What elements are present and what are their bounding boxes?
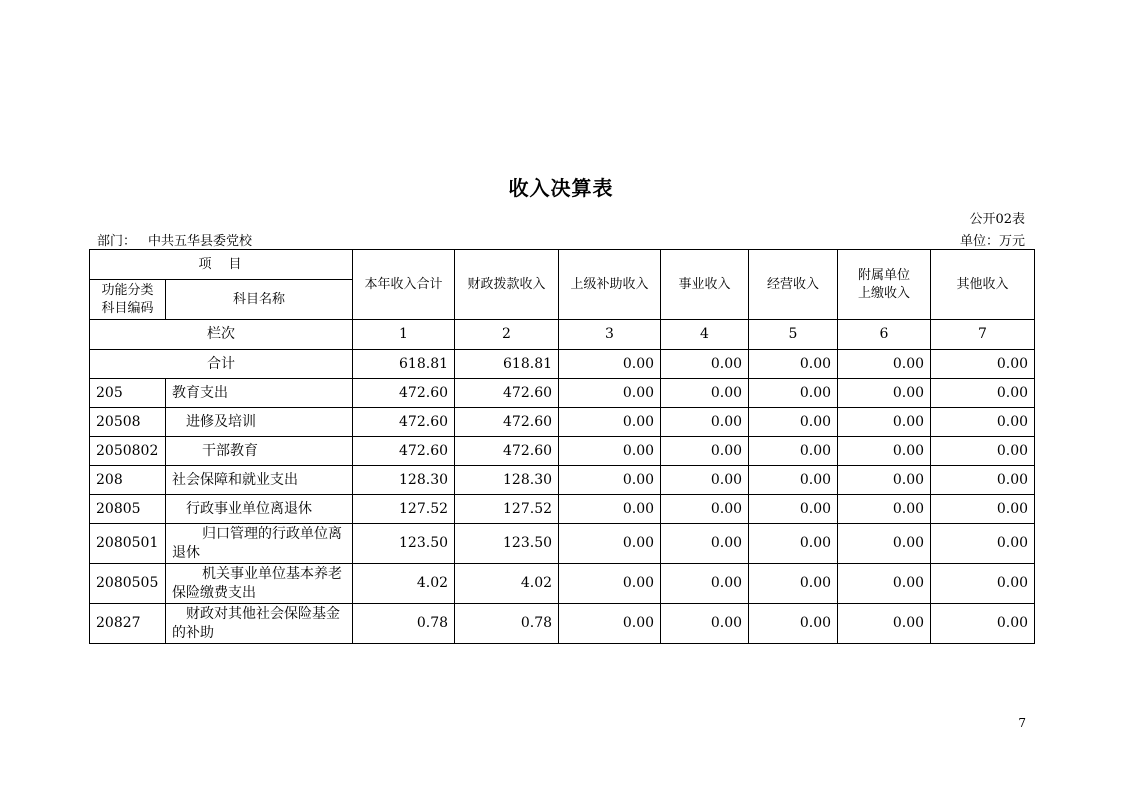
table-row [90, 564, 1035, 604]
amount-cell: 0.00 [559, 379, 661, 408]
amount-cell: 0.00 [661, 495, 749, 524]
amount-cell: 0.00 [838, 564, 931, 604]
amount-cell: 0.00 [559, 408, 661, 437]
amount-cell: 0.00 [661, 466, 749, 495]
table-row [90, 408, 1035, 437]
department-label: 部门： [97, 234, 137, 249]
subject-name: 归口管理的行政单位离退休 [166, 524, 353, 564]
amount-cell: 0.00 [838, 379, 931, 408]
total-value: 0.00 [749, 350, 838, 379]
column-number-row [90, 320, 1035, 350]
amount-cell: 472.60 [455, 379, 559, 408]
header-subject-name: 科目名称 [166, 280, 353, 320]
subject-code: 20827 [90, 604, 166, 644]
subject-code: 20508 [90, 408, 166, 437]
page-title: 收入决算表 [508, 176, 614, 200]
amount-cell: 0.00 [559, 466, 661, 495]
department-name: 中共五华县委党校 [148, 234, 253, 249]
column-number: 1 [353, 320, 455, 350]
amount-cell: 0.00 [931, 379, 1035, 408]
column-number: 2 [455, 320, 559, 350]
header-col-7: 其他收入 [931, 250, 1035, 320]
total-value: 0.00 [931, 350, 1035, 379]
subject-name: 进修及培训 [166, 408, 353, 437]
column-number: 7 [931, 320, 1035, 350]
amount-cell: 0.00 [749, 466, 838, 495]
subject-code: 208 [90, 466, 166, 495]
amount-cell: 128.30 [455, 466, 559, 495]
amount-cell: 0.00 [661, 408, 749, 437]
header-col-4: 事业收入 [661, 250, 749, 320]
column-number: 6 [838, 320, 931, 350]
page-number: 7 [1018, 716, 1026, 730]
subject-code: 2080505 [90, 564, 166, 604]
amount-cell: 123.50 [455, 524, 559, 564]
table-row [90, 495, 1035, 524]
header-col-3: 上级补助收入 [559, 250, 661, 320]
department-line [97, 230, 252, 249]
amount-cell: 0.00 [838, 408, 931, 437]
column-number-label: 栏次 [90, 320, 353, 350]
header-row-project [90, 250, 1035, 280]
amount-cell: 0.00 [661, 604, 749, 644]
amount-cell: 128.30 [353, 466, 455, 495]
table-row [90, 437, 1035, 466]
table-row [90, 524, 1035, 564]
amount-cell: 0.00 [931, 564, 1035, 604]
amount-cell: 123.50 [353, 524, 455, 564]
amount-cell: 472.60 [353, 379, 455, 408]
amount-cell: 0.00 [559, 437, 661, 466]
header-func-code: 功能分类科目编码 [90, 280, 166, 320]
subject-name: 行政事业单位离退休 [166, 495, 353, 524]
amount-cell: 472.60 [353, 408, 455, 437]
amount-cell: 0.00 [661, 524, 749, 564]
table-row [90, 604, 1035, 644]
amount-cell: 0.00 [661, 437, 749, 466]
subject-code: 2050802 [90, 437, 166, 466]
subject-code: 205 [90, 379, 166, 408]
amount-cell: 0.00 [661, 379, 749, 408]
subject-name: 干部教育 [166, 437, 353, 466]
total-value: 618.81 [455, 350, 559, 379]
amount-cell: 0.00 [749, 524, 838, 564]
amount-cell: 0.00 [559, 495, 661, 524]
amount-cell: 472.60 [455, 408, 559, 437]
total-row [90, 350, 1035, 379]
amount-cell: 0.00 [838, 466, 931, 495]
header-col-2: 财政拨款收入 [455, 250, 559, 320]
income-final-accounts-table [89, 249, 1035, 644]
amount-cell: 0.00 [838, 437, 931, 466]
amount-cell: 0.00 [838, 604, 931, 644]
amount-cell: 0.00 [931, 524, 1035, 564]
header-col-5: 经营收入 [749, 250, 838, 320]
subject-name: 社会保障和就业支出 [166, 466, 353, 495]
total-value: 0.00 [838, 350, 931, 379]
amount-cell: 0.00 [838, 524, 931, 564]
column-number: 4 [661, 320, 749, 350]
amount-cell: 0.00 [838, 495, 931, 524]
table-row [90, 379, 1035, 408]
amount-cell: 0.00 [749, 604, 838, 644]
amount-cell: 0.00 [749, 564, 838, 604]
total-label: 合计 [90, 350, 353, 379]
amount-cell: 4.02 [455, 564, 559, 604]
amount-cell: 0.00 [749, 495, 838, 524]
amount-cell: 0.00 [749, 437, 838, 466]
amount-cell: 127.52 [455, 495, 559, 524]
amount-cell: 0.00 [559, 604, 661, 644]
subject-code: 2080501 [90, 524, 166, 564]
column-number: 5 [749, 320, 838, 350]
subject-name: 机关事业单位基本养老保险缴费支出 [166, 564, 353, 604]
header-col-6: 附属单位上缴收入 [838, 250, 931, 320]
amount-cell: 0.00 [931, 495, 1035, 524]
subject-code: 20805 [90, 495, 166, 524]
total-value: 0.00 [661, 350, 749, 379]
total-value: 618.81 [353, 350, 455, 379]
subject-name: 教育支出 [166, 379, 353, 408]
form-number: 公开02表 [969, 212, 1025, 227]
amount-cell: 0.00 [661, 564, 749, 604]
amount-cell: 0.78 [353, 604, 455, 644]
table-row [90, 466, 1035, 495]
amount-cell: 0.00 [931, 604, 1035, 644]
subject-name: 财政对其他社会保险基金的补助 [166, 604, 353, 644]
total-value: 0.00 [559, 350, 661, 379]
amount-cell: 0.00 [749, 379, 838, 408]
header-col-1: 本年收入合计 [353, 250, 455, 320]
amount-cell: 127.52 [353, 495, 455, 524]
amount-cell: 0.00 [931, 408, 1035, 437]
header-project: 项 目 [90, 250, 353, 280]
amount-cell: 0.78 [455, 604, 559, 644]
amount-cell: 472.60 [455, 437, 559, 466]
column-number: 3 [559, 320, 661, 350]
amount-cell: 0.00 [931, 437, 1035, 466]
amount-cell: 472.60 [353, 437, 455, 466]
amount-cell: 0.00 [559, 564, 661, 604]
amount-cell: 0.00 [749, 408, 838, 437]
amount-cell: 0.00 [931, 466, 1035, 495]
amount-cell: 4.02 [353, 564, 455, 604]
unit-label: 单位：万元 [959, 234, 1025, 249]
amount-cell: 0.00 [559, 524, 661, 564]
